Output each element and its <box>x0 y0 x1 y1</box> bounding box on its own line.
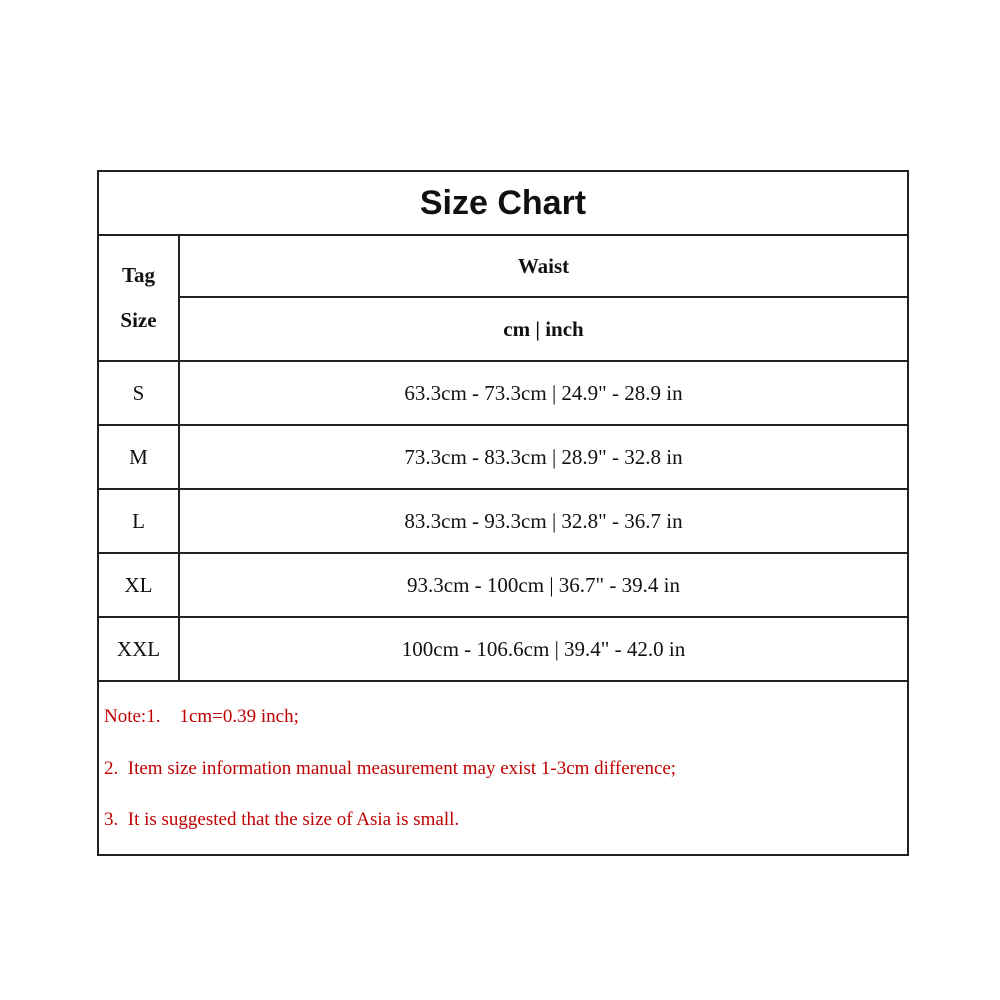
waist-range-cell: 73.3cm - 83.3cm | 28.9" - 32.8 in <box>404 444 683 469</box>
table-row <box>99 554 907 618</box>
waist-range-cell: 100cm - 106.6cm | 39.4" - 42.0 in <box>401 636 686 661</box>
size-cell: L <box>99 490 180 552</box>
size-chart-table <box>97 170 909 856</box>
table-row <box>99 426 907 490</box>
waist-header: Waist <box>180 236 907 298</box>
note-2: 2. Item size information manual measurement may exist 1-3cm difference; <box>104 758 677 779</box>
size-cell: XL <box>99 554 180 616</box>
note-1: Note:1. 1cm=0.39 inch; <box>104 706 299 727</box>
size-cell: S <box>99 362 180 424</box>
size-cell: M <box>99 426 180 488</box>
waist-range-cell: 83.3cm - 93.3cm | 32.8" - 36.7 in <box>404 508 683 533</box>
units-header: cm | inch <box>180 298 907 362</box>
note-3: 3. It is suggested that the size of Asia is small. <box>104 809 460 830</box>
tag-header-line2: Size <box>120 308 157 332</box>
table-row <box>99 618 907 682</box>
size-cell: XXL <box>99 618 180 680</box>
waist-range-cell: 93.3cm - 100cm | 36.7" - 39.4 in <box>407 572 680 597</box>
notes-section <box>99 682 907 854</box>
table-row <box>99 490 907 554</box>
tag-size-header <box>99 236 180 362</box>
tag-header-line1: Tag <box>121 263 156 287</box>
waist-range-cell: 63.3cm - 73.3cm | 24.9" - 28.9 in <box>404 380 683 405</box>
chart-title: Size Chart <box>99 172 907 236</box>
table-row <box>99 362 907 426</box>
